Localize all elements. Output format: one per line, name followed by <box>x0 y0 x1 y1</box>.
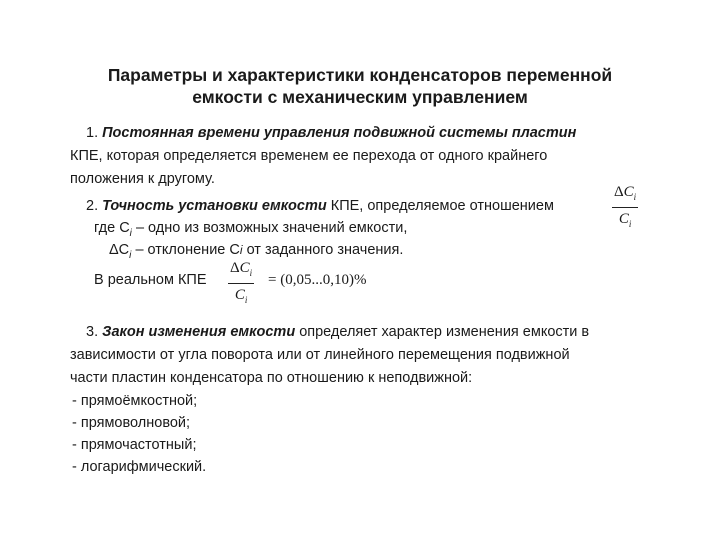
ratio-numerator <box>612 183 638 206</box>
real-label: В реальном КПЕ <box>94 272 207 288</box>
item3-line-1 <box>86 323 589 341</box>
item3-line-2: зависимости от угла поворота или от линейного перемещения подвижной <box>70 347 570 363</box>
ratio-den-sub: i <box>628 219 632 229</box>
delta-sub: i <box>129 249 132 261</box>
item2-number: 2. <box>86 198 99 214</box>
item1-line-1 <box>86 124 576 142</box>
slide-title <box>70 64 650 108</box>
where-sub: i <box>129 227 132 239</box>
item3-number: 3. <box>86 324 99 340</box>
ratio-den-var: C <box>618 211 629 227</box>
real-den-sub: i <box>244 295 248 305</box>
where-rest: – одно из возможных значений емкости, <box>135 220 408 236</box>
ratio-formula <box>612 183 638 233</box>
title-line-2: емкости с механическим управлением <box>192 87 528 107</box>
item1-number: 1. <box>86 125 99 141</box>
item1-term: Постоянная времени управления подвижной системы пластин <box>102 125 577 141</box>
delta-sub2: i <box>239 243 243 257</box>
item1-line-3: положения к другому. <box>70 171 215 187</box>
ratio-denominator <box>617 210 634 233</box>
real-bar <box>228 283 254 284</box>
item1-line-2: КПЕ, которая определяется временем ее перехода от одного крайнего <box>70 148 548 164</box>
item3-rest: определяет характер изменения емкости в <box>299 324 590 340</box>
real-num-sub: i <box>249 268 253 278</box>
where-prefix: где С <box>94 220 130 236</box>
real-formula <box>228 259 254 309</box>
item3-term: Закон изменения емкости <box>102 324 296 340</box>
list-item: - прямоёмкостной; <box>72 393 198 409</box>
real-numerator <box>228 259 254 282</box>
real-tail: = (0,05...0,10)% <box>268 272 367 288</box>
ratio-delta: Δ <box>614 184 624 200</box>
ratio-num-sub: i <box>633 192 637 202</box>
list-item: - логарифмический. <box>72 459 207 475</box>
delta-mid: – отклонение С <box>135 242 240 258</box>
list-item: - прямоволновой; <box>72 415 191 431</box>
item2-rest: КПЕ, определяемое отношением <box>330 198 554 214</box>
delta-rest: от заданного значения. <box>246 242 404 258</box>
item2-term: Точность установки емкости <box>102 198 327 214</box>
item2-line-1 <box>86 197 554 215</box>
item2-delta-line <box>109 241 403 265</box>
list-item: - прямочастотный; <box>72 437 197 453</box>
ratio-bar <box>612 207 638 208</box>
real-denominator <box>233 286 250 309</box>
real-delta: Δ <box>230 260 240 276</box>
item2-where-line <box>94 219 407 243</box>
ratio-num-var: C <box>623 184 634 200</box>
title-line-1: Параметры и характеристики конденсаторов переменной <box>107 65 613 85</box>
item3-line-3: части пластин конденсатора по отношению к неподвижной: <box>70 370 473 386</box>
real-num-var: C <box>239 260 250 276</box>
real-den-var: C <box>234 287 245 303</box>
delta-prefix: ΔС <box>109 242 130 258</box>
